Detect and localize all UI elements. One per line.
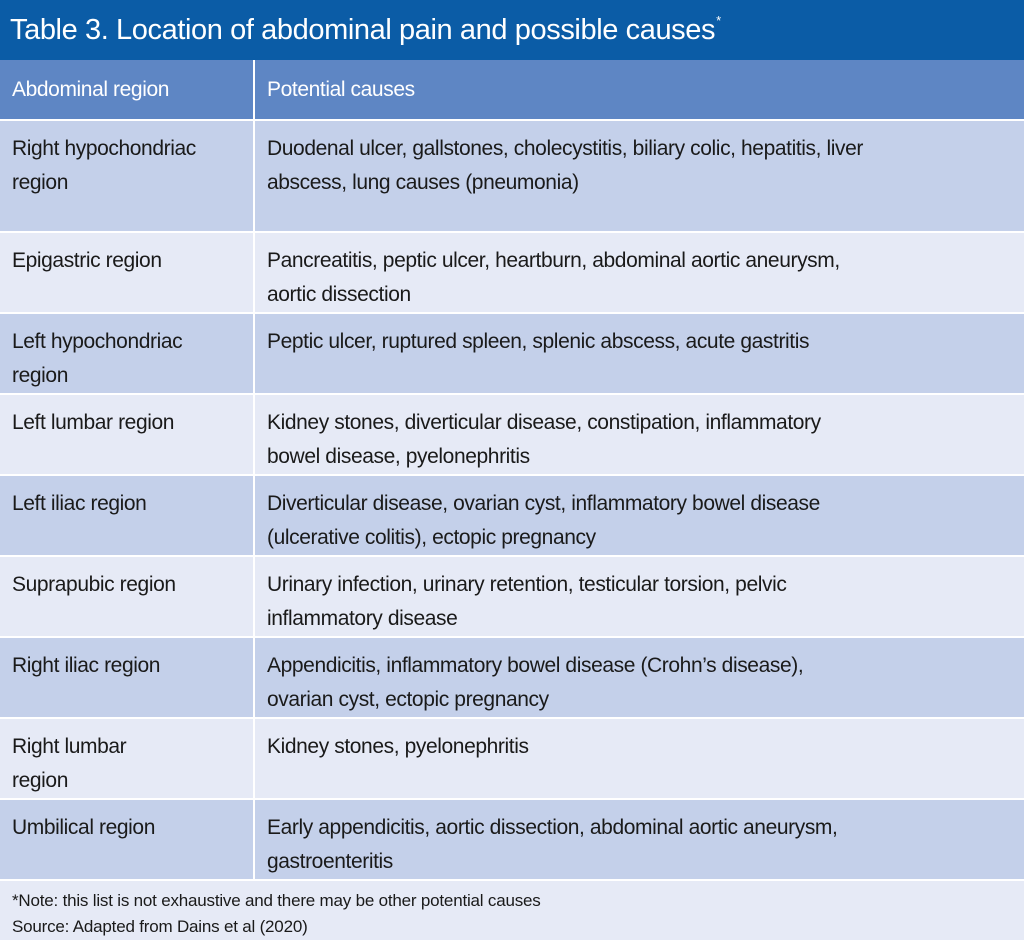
title-bar (0, 0, 1024, 60)
header-abdominal-region: Abdominal region (0, 60, 254, 120)
causes-table (0, 60, 1024, 881)
region-cell: Right lumbar region (0, 718, 254, 799)
causes-cell: Duodenal ulcer, gallstones, cholecystitis, biliary colic, hepatitis, liver abscess, lung causes (pneumonia) (267, 137, 864, 194)
region-cell: Umbilical region (0, 799, 254, 880)
region-cell: Suprapubic region (0, 556, 254, 637)
table-row (0, 313, 1024, 394)
table-footer (0, 881, 1024, 940)
region-cell: Epigastric region (0, 232, 254, 313)
table-row (0, 556, 1024, 637)
table-row (0, 120, 1024, 232)
table-row (0, 232, 1024, 313)
footnote: *Note: this list is not exhaustive and there may be other potential causes (12, 891, 541, 910)
source-note: Source: Adapted from Dains et al (2020) (12, 917, 308, 936)
table-row (0, 637, 1024, 718)
causes-cell: Urinary infection, urinary retention, testicular torsion, pelvic inflammatory disease (267, 573, 787, 630)
causes-cell: Early appendicitis, aortic dissection, abdominal aortic aneurysm, gastroenteritis (267, 816, 838, 873)
header-potential-causes: Potential causes (267, 77, 415, 101)
table-row (0, 394, 1024, 475)
causes-cell: Diverticular disease, ovarian cyst, inflammatory bowel disease (ulcerative colitis), ectopic pregnancy (267, 492, 820, 549)
title-asterisk: * (716, 13, 721, 28)
table-row (0, 475, 1024, 556)
causes-cell: Peptic ulcer, ruptured spleen, splenic abscess, acute gastritis (267, 330, 810, 353)
region-cell: Left lumbar region (0, 394, 254, 475)
region-cell: Left iliac region (0, 475, 254, 556)
table-title: Table 3. Location of abdominal pain and possible causes* (10, 13, 721, 46)
region-cell: Right hypochondriac region (0, 120, 254, 232)
causes-cell: Pancreatitis, peptic ulcer, heartburn, abdominal aortic aneurysm, aortic dissection (267, 249, 840, 306)
causes-cell: Appendicitis, inflammatory bowel disease (Crohn’s disease), ovarian cyst, ectopic pregnancy (267, 654, 804, 711)
region-cell: Right iliac region (0, 637, 254, 718)
region-cell: Left hypochondriac region (0, 313, 254, 394)
causes-cell: Kidney stones, diverticular disease, constipation, inflammatory bowel disease, pyelonephritis (267, 411, 821, 468)
table-row (0, 718, 1024, 799)
header-row (0, 60, 1024, 120)
causes-cell: Kidney stones, pyelonephritis (267, 735, 529, 758)
table-row (0, 799, 1024, 880)
